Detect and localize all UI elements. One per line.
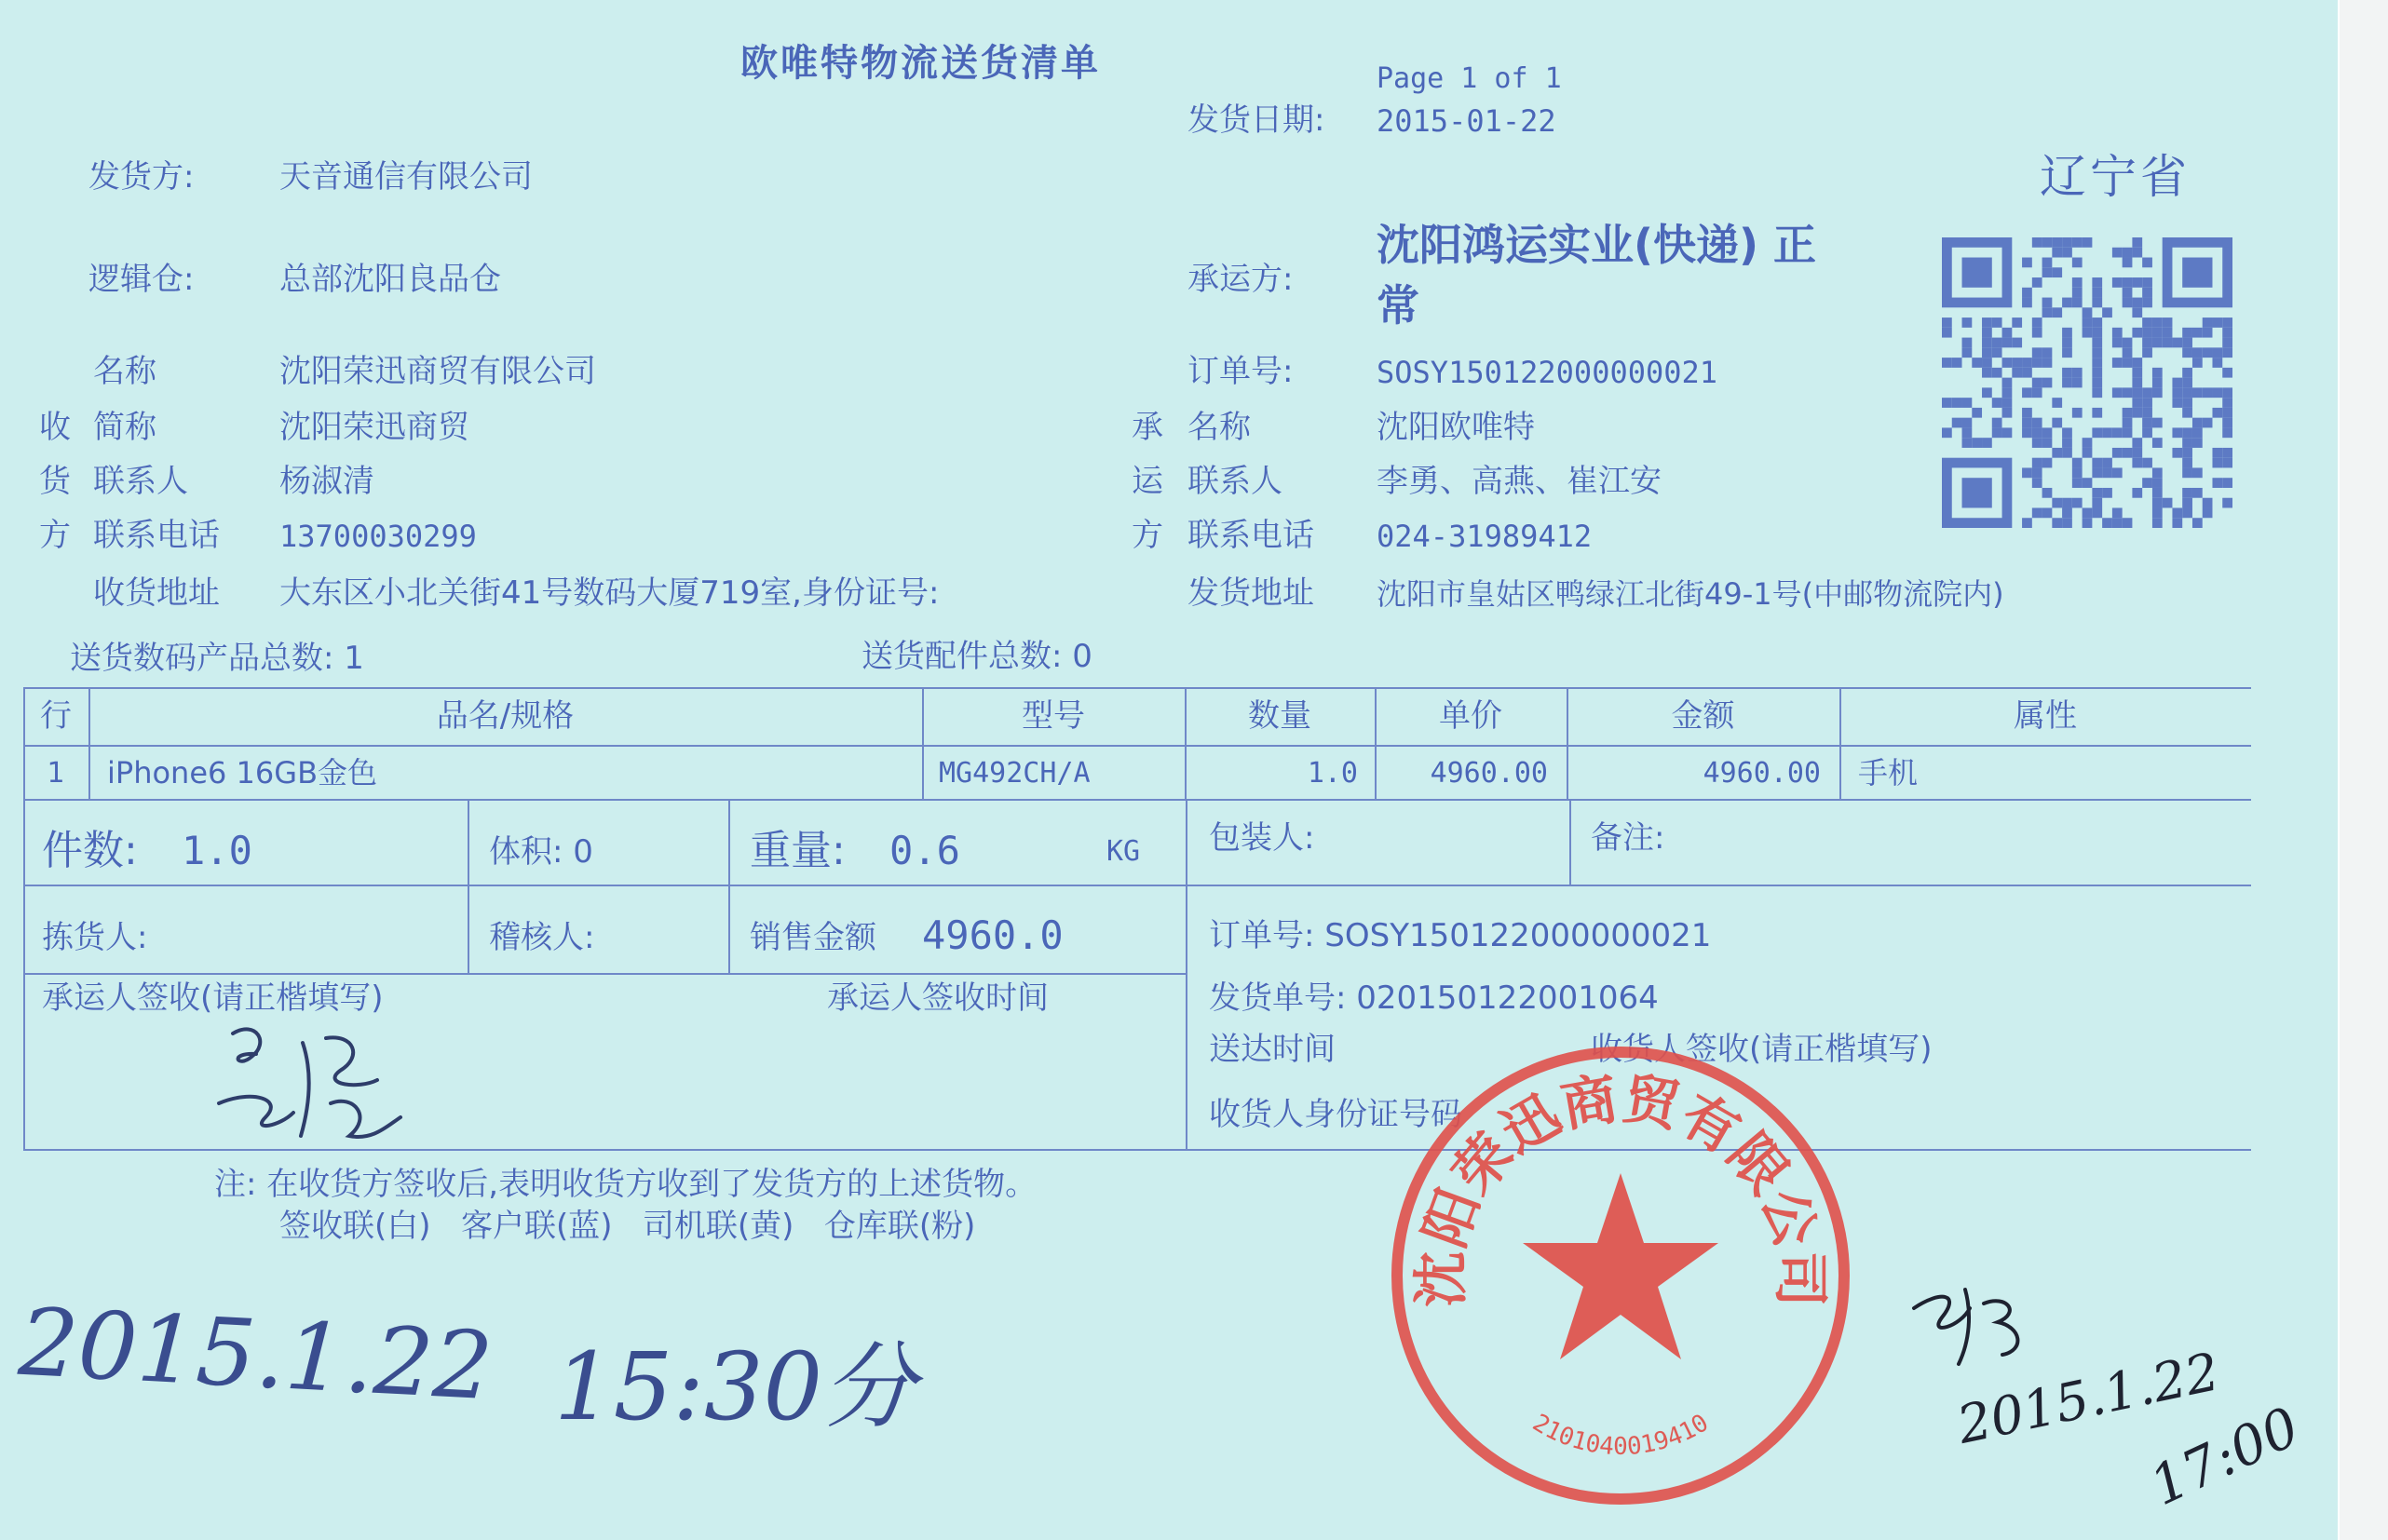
carrier-address: 沈阳市皇姑区鸭绿江北街49-1号(中邮物流院内) — [1377, 576, 2004, 612]
shipper-label: 发货方: — [88, 158, 195, 196]
cell-amount: 4960.00 — [1703, 757, 1821, 790]
qr-code — [1942, 237, 2232, 528]
seal-number: 2101040019410 — [1527, 1409, 1714, 1462]
volume: 体积: 0 — [489, 833, 593, 871]
table-left-rule — [23, 687, 25, 1151]
carrier-signature — [200, 1015, 414, 1155]
table-top-rule — [23, 687, 2251, 689]
receiver-side-1: 收 — [39, 409, 71, 446]
seal-text: 沈阳荣迅商贸有限公司 — [1408, 1066, 1833, 1307]
digital-total: 送货数码产品总数: 1 — [70, 640, 364, 677]
handwritten-date-2: 2015.1.22 — [1952, 1342, 2225, 1456]
picker-label: 拣货人: — [42, 919, 148, 956]
receiver-address: 大东区小北关街41号数码大厦719室,身份证号: — [279, 574, 940, 612]
carrier-label: 承运方: — [1187, 261, 1294, 298]
carrier-sign-label: 承运人签收(请正楷填写) — [42, 979, 384, 1017]
receiver-phone: 13700030299 — [279, 519, 477, 554]
cell-model: MG492CH/A — [939, 757, 1091, 790]
receiver-contact: 杨淑清 — [279, 463, 374, 500]
col-header-qty: 数量 — [1248, 697, 1311, 735]
pieces-label: 件数: — [42, 827, 138, 874]
carrier-phone-label: 联系电话 — [1187, 517, 1314, 554]
table-row-rule — [23, 799, 2251, 801]
sales-label: 销售金额 — [750, 919, 876, 956]
pieces-value: 1.0 — [182, 828, 252, 873]
col-header-attr: 属性 — [2014, 697, 2077, 735]
carrier-side-1: 承 — [1132, 409, 1163, 446]
cell-attr: 手机 — [1858, 755, 1919, 790]
carrier-name-label: 名称 — [1187, 409, 1251, 446]
col-header-name: 品名/规格 — [436, 697, 575, 735]
summary-col-rule — [1569, 799, 1571, 885]
carrier-value-cont: 常 — [1377, 280, 1419, 331]
footer-copies: 签收联(白) 客户联(蓝) 司机联(黄) 仓库联(粉) — [279, 1208, 976, 1245]
receiver-short: 沈阳荣迅商贸 — [279, 409, 469, 446]
carrier-phone: 024-31989412 — [1377, 519, 1593, 554]
cell-qty: 1.0 — [1307, 757, 1358, 790]
document-title: 欧唯特物流送货清单 — [740, 42, 1101, 85]
summary-col-rule — [728, 799, 730, 973]
page-number: Page 1 of 1 — [1377, 62, 1562, 95]
order-number-summary: 订单号: SOSY150122000000021 — [1209, 917, 1712, 954]
receiver-contact-label: 联系人 — [93, 463, 188, 500]
carrier-time-label: 承运人签收时间 — [827, 979, 1049, 1017]
warehouse-label: 逻辑仓: — [88, 261, 195, 298]
summary-rule — [23, 885, 2251, 886]
footer-note: 注: 在收货方签收后,表明收货方收到了发货方的上述货物。 — [214, 1166, 1038, 1203]
carrier-side-2: 运 — [1132, 463, 1163, 500]
table-header-rule — [23, 745, 2251, 747]
handwritten-time-2: 17:00 — [2140, 1394, 2309, 1519]
receiver-signature — [1905, 1271, 2044, 1373]
page-edge — [2340, 0, 2388, 1540]
carrier-name: 沈阳欧唯特 — [1377, 409, 1535, 446]
ship-number: 发货单号: 020150122001064 — [1209, 979, 1659, 1017]
receiver-id-label: 收货人身份证号码 — [1209, 1096, 1462, 1133]
weight-label: 重量: — [750, 827, 846, 874]
col-header-model: 型号 — [1022, 697, 1085, 735]
warehouse-value: 总部沈阳良品仓 — [279, 261, 501, 298]
order-label: 订单号: — [1187, 353, 1294, 390]
receiver-phone-label: 联系电话 — [93, 517, 220, 554]
col-header-price: 单价 — [1439, 697, 1502, 735]
handwritten-time: 15:30分 — [554, 1332, 916, 1441]
accessory-total: 送货配件总数: 0 — [862, 638, 1092, 675]
receiver-sign-label: 收货人签收(请正楷填写) — [1591, 1031, 1933, 1068]
carrier-side-3: 方 — [1132, 517, 1163, 554]
receiver-side-3: 方 — [39, 517, 71, 554]
carrier-contact-label: 联系人 — [1187, 463, 1282, 500]
sales-value: 4960.0 — [922, 912, 1064, 958]
province: 辽宁省 — [2040, 150, 2191, 204]
receiver-name: 沈阳荣迅商贸有限公司 — [279, 353, 596, 390]
shipper-value: 天音通信有限公司 — [279, 158, 533, 196]
weight-unit: KG — [1106, 835, 1141, 868]
remark-label: 备注: — [1591, 819, 1665, 857]
handwritten-date: 2015.1.22 — [16, 1287, 495, 1422]
receiver-address-label: 收货地址 — [93, 574, 220, 612]
carrier-value: 沈阳鸿运实业(快递) 正 — [1377, 220, 1817, 270]
company-seal — [1378, 1033, 1863, 1518]
checker-label: 稽核人: — [489, 919, 595, 956]
weight-value: 0.6 — [889, 828, 960, 873]
ship-date: 2015-01-22 — [1377, 103, 1556, 139]
summary-rule — [23, 973, 1187, 975]
summary-col-rule — [1186, 799, 1187, 1149]
packer-label: 包装人: — [1209, 819, 1315, 857]
col-header-line: 行 — [40, 697, 72, 735]
ship-date-label: 发货日期: — [1187, 101, 1325, 139]
cell-name: iPhone6 16GB金色 — [107, 755, 378, 790]
svg-text:2101040019410 — [1527, 1409, 1714, 1461]
cell-line: 1 — [47, 757, 65, 790]
arrive-time-label: 送达时间 — [1209, 1031, 1336, 1068]
summary-col-rule — [468, 799, 469, 973]
col-header-amount: 金额 — [1671, 697, 1735, 735]
receiver-side-2: 货 — [39, 463, 71, 500]
receiver-short-label: 简称 — [93, 409, 156, 446]
order-number: SOSY150122000000021 — [1377, 355, 1718, 390]
carrier-contact: 李勇、高燕、崔江安 — [1377, 463, 1662, 500]
cell-price: 4960.00 — [1430, 757, 1548, 790]
receiver-name-label: 名称 — [93, 353, 156, 390]
carrier-address-label: 发货地址 — [1187, 574, 1314, 612]
